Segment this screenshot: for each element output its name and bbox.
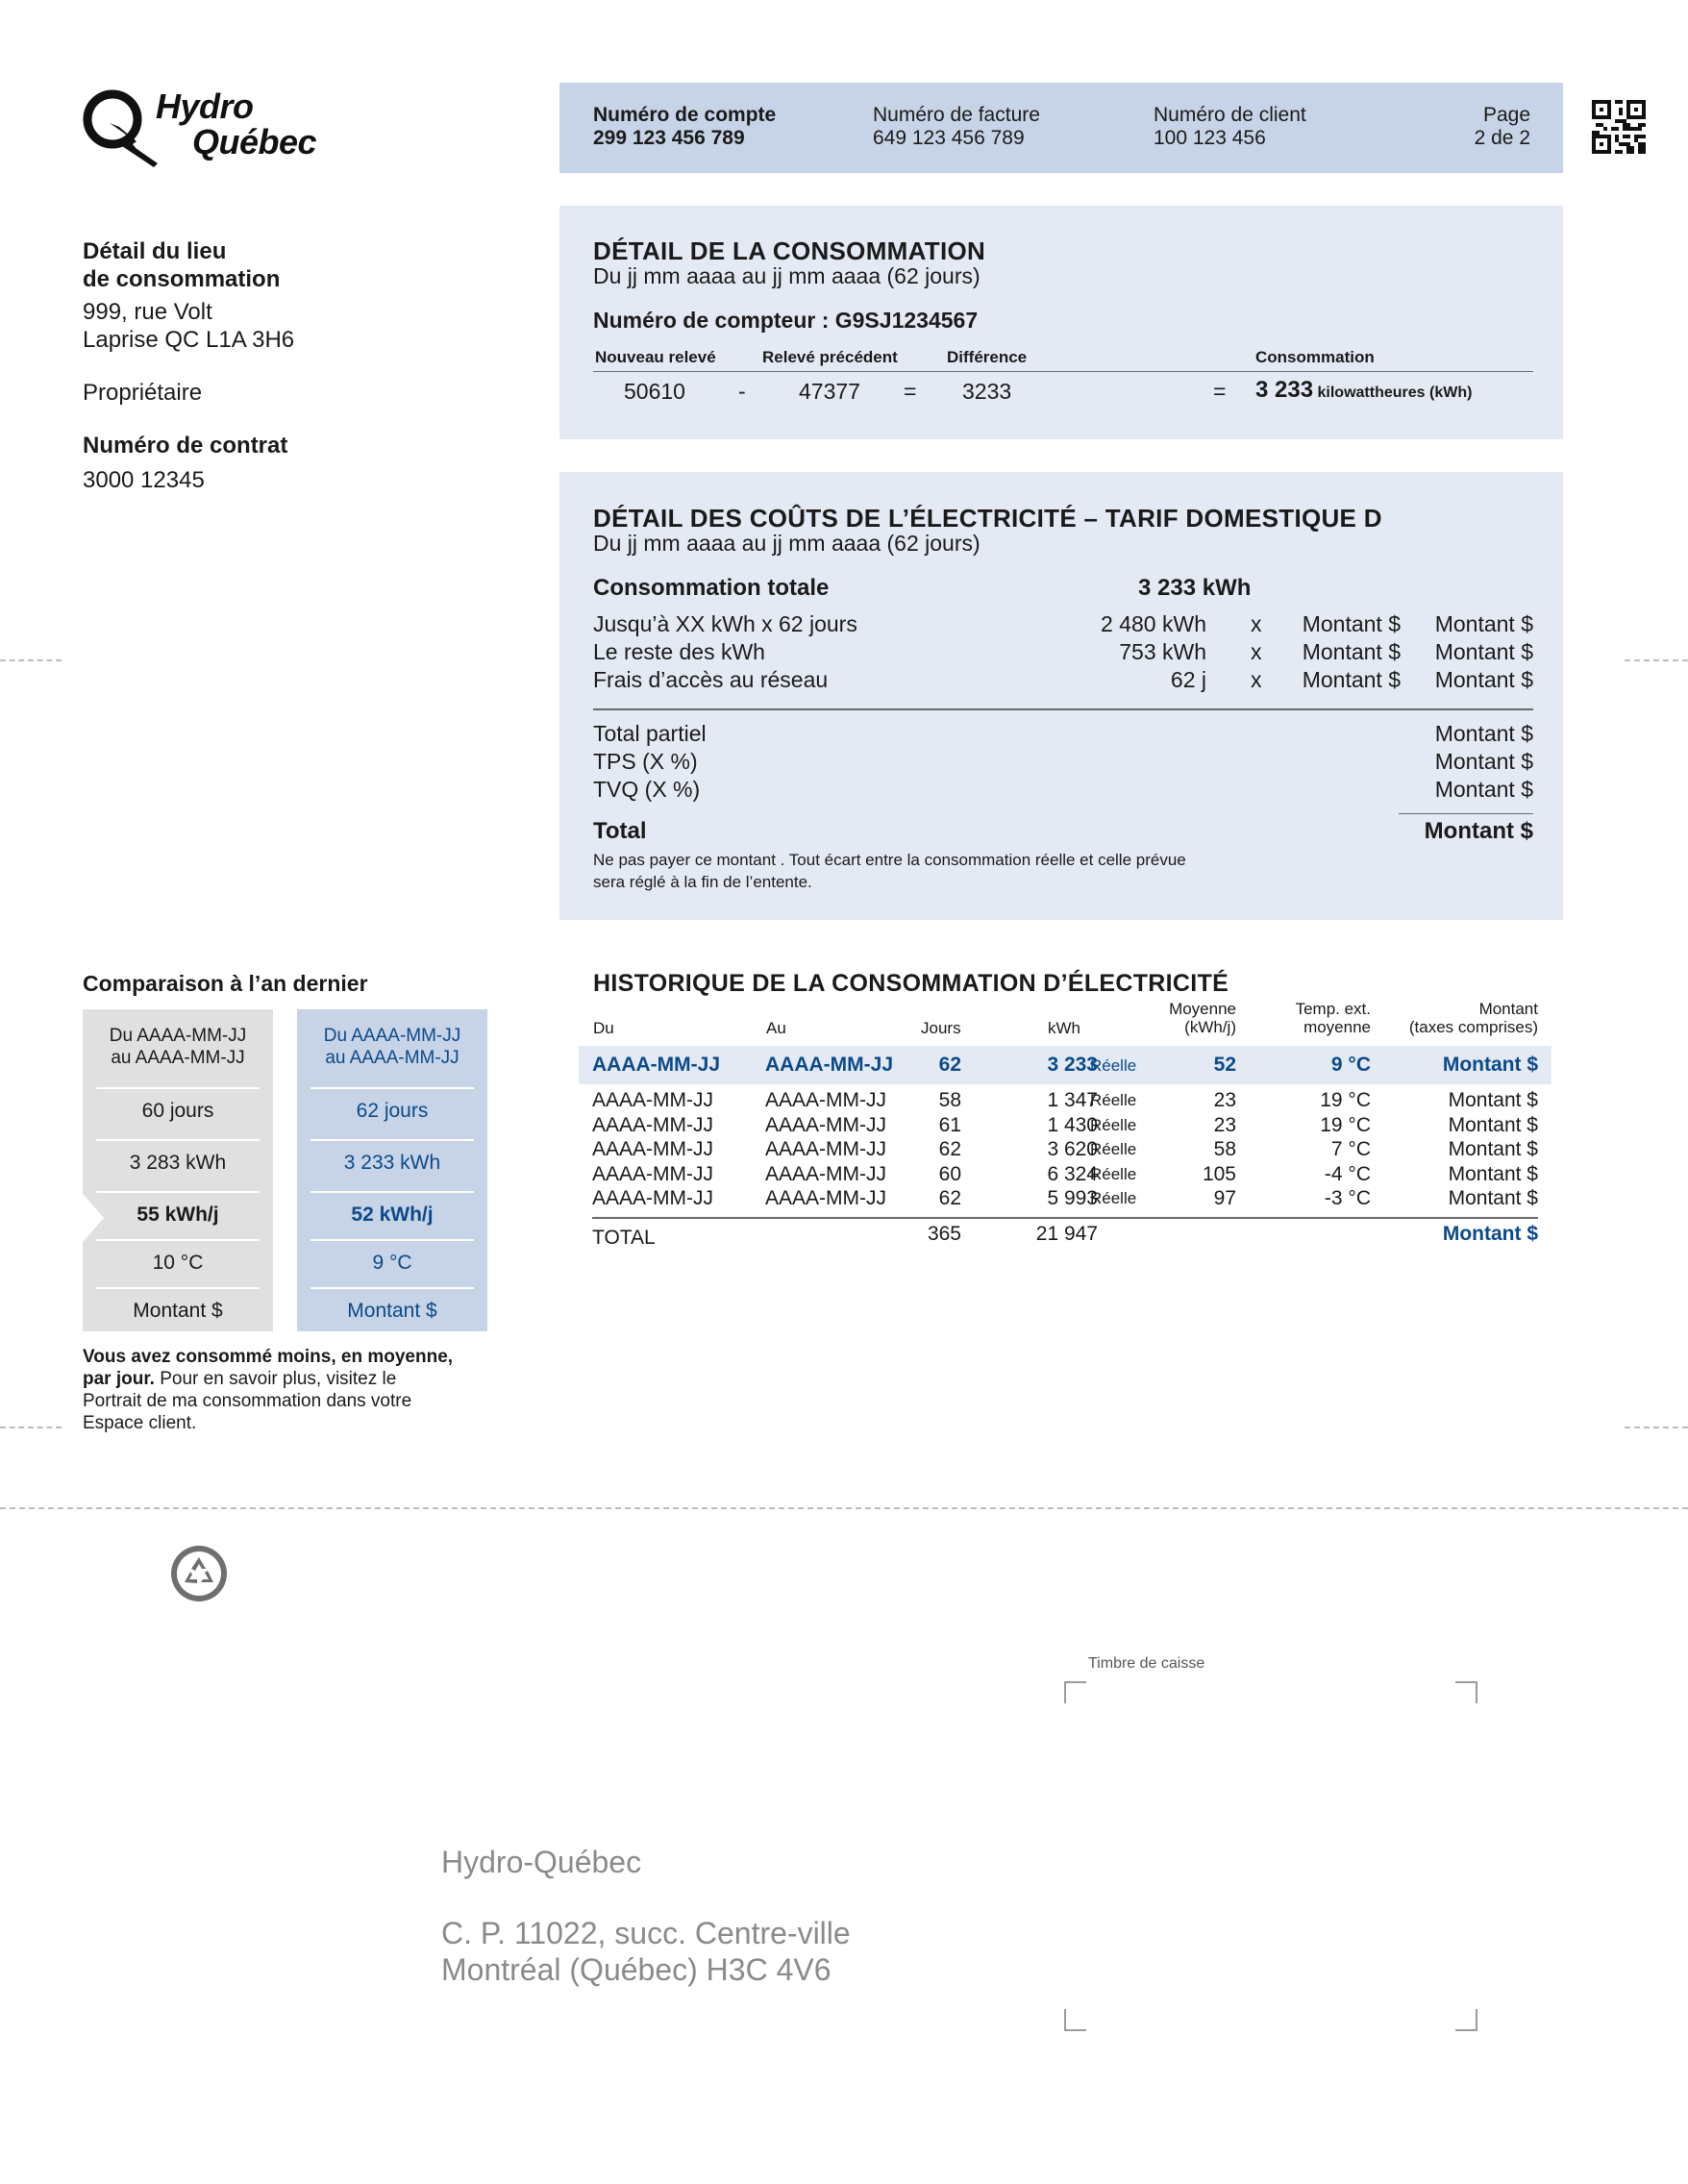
contract-label: Numéro de contrat [83, 433, 288, 459]
comparison-current [297, 1009, 487, 1331]
current-average: 52 kWh/j [351, 1204, 434, 1226]
last-from: Du AAAA-MM-JJ [109, 1026, 247, 1046]
tvq-line: TVQ (X %) Montant $ [593, 777, 1533, 802]
history-col-from: Du [593, 1019, 614, 1037]
logo-line2: Québec [192, 122, 317, 161]
page-number: Page 2 de 2 [1474, 104, 1530, 149]
history-col-to: Au [766, 1019, 786, 1037]
cut-mark-left-top [0, 659, 62, 661]
col-new-reading: Nouveau relevé [595, 348, 716, 366]
history-col-days: Jours [921, 1019, 961, 1037]
logo-q-icon [81, 87, 167, 173]
cut-mark-left-bottom [0, 1427, 62, 1428]
last-temperature: 10 °C [152, 1252, 204, 1274]
meter-number: Numéro de compteur : G9SJ1234567 [593, 308, 979, 333]
last-average: 55 kWh/j [137, 1204, 219, 1226]
consumption-detail-panel [559, 206, 1563, 439]
consumption-header-rule [593, 371, 1533, 372]
return-address-line1: C. P. 11022, succ. Centre-ville [441, 1916, 851, 1950]
stamp-frame [1063, 1680, 1478, 2032]
history-row: AAAA-MM-JJ AAAA-MM-JJ 60 6 324 Réelle 105 -4 °C Montant $ [592, 1163, 1538, 1185]
client-number: Numéro de client 100 123 456 [1154, 104, 1306, 149]
arrow-pointer-icon [83, 1194, 104, 1242]
total-value: Montant $ [1424, 818, 1533, 844]
tps-line: TPS (X %) Montant $ [593, 749, 1533, 774]
history-total-rule [592, 1217, 1538, 1219]
comparison-note: Vous avez consommé moins, en moyenne, par jour. Pour en savoir plus, visitez le Portrait de ma consommation dans votre Espace client. [83, 1347, 454, 1433]
consumption-period: Du jj mm aaaa au jj mm aaaa (62 jours) [593, 263, 981, 288]
cut-mark-right-top [1625, 659, 1688, 661]
col-consumption: Consommation [1255, 348, 1375, 366]
current-amount: Montant $ [347, 1300, 437, 1322]
difference-value: 3233 [962, 379, 1012, 404]
current-to: au AAAA-MM-JJ [325, 1048, 459, 1068]
minus-sign: - [738, 379, 746, 404]
cost-line: Frais d’accès au réseau 62 j x Montant $ Montant $ [593, 667, 1533, 692]
current-days: 62 jours [356, 1100, 429, 1122]
total-rule [1399, 813, 1533, 814]
address-line-1: 999, rue Volt [83, 299, 212, 325]
return-address-line2: Montréal (Québec) H3C 4V6 [441, 1952, 832, 1987]
cost-period: Du jj mm aaaa au jj mm aaaa (62 jours) [593, 531, 981, 556]
history-total-row: TOTAL 365 21 947 Montant $ [592, 1223, 1538, 1249]
cost-line: Jusqu’à XX kWh x 62 jours 2 480 kWh x Montant $ Montant $ [593, 611, 1533, 636]
owner-status: Propriétaire [83, 380, 203, 406]
address-line-2: Laprise QC L1A 3H6 [83, 327, 295, 353]
current-kwh: 3 233 kWh [343, 1152, 441, 1174]
cost-lines [593, 610, 1533, 694]
consumption-title: DÉTAIL DE LA CONSOMMATION [593, 236, 986, 265]
history-title: HISTORIQUE DE LA CONSOMMATION D’ÉLECTRICITÉ [593, 970, 1229, 997]
stamp-label: Timbre de caisse [1088, 1655, 1205, 1672]
new-reading-value: 50610 [624, 379, 685, 404]
cut-mark-right-bottom [1625, 1427, 1688, 1428]
tax-lines [593, 720, 1533, 804]
current-temperature: 9 °C [372, 1252, 412, 1274]
recycle-icon [169, 1544, 229, 1603]
perforation-line [0, 1507, 1688, 1509]
history-row: AAAA-MM-JJ AAAA-MM-JJ 62 5 993 Réelle 97 -3 °C Montant $ [592, 1187, 1538, 1209]
history-col-average: Moyenne (kWh/j) [1169, 1000, 1236, 1036]
location-title-2: de consommation [83, 266, 281, 292]
return-address-name: Hydro-Québec [441, 1845, 642, 1879]
total-label: Total [593, 818, 647, 844]
cost-title: DÉTAIL DES COÛTS DE L’ÉLECTRICITÉ – TARIF DOMESTIQUE D [593, 504, 1382, 533]
contract-number: 3000 12345 [83, 467, 205, 493]
last-kwh: 3 283 kWh [129, 1152, 227, 1174]
total-note: Ne pas payer ce montant . Tout écart entre la consommation réelle et celle prévue sera réglé à la fin de l’entente. [593, 851, 1186, 891]
return-address [441, 1844, 851, 1988]
subtotal-line: Total partiel Montant $ [593, 721, 1533, 746]
comparison-last-year [83, 1009, 273, 1331]
previous-reading-value: 47377 [799, 379, 860, 404]
history-current-row: AAAA-MM-JJ AAAA-MM-JJ 62 3 233 Réelle 52 9 °C Montant $ [592, 1054, 1538, 1076]
cost-lines-rule [593, 708, 1533, 710]
account-header-band [559, 83, 1563, 173]
cost-detail-panel [559, 472, 1563, 920]
hydro-quebec-logo [81, 85, 331, 171]
history-row: AAAA-MM-JJ AAAA-MM-JJ 58 1 347 Réelle 23 19 °C Montant $ [592, 1089, 1538, 1111]
current-from: Du AAAA-MM-JJ [323, 1026, 461, 1046]
cost-line: Le reste des kWh 753 kWh x Montant $ Montant $ [593, 639, 1533, 664]
col-difference: Différence [947, 348, 1028, 366]
history-row: AAAA-MM-JJ AAAA-MM-JJ 62 3 620 Réelle 58 7 °C Montant $ [592, 1138, 1538, 1160]
location-detail [83, 237, 486, 494]
history-col-kwh: kWh [1048, 1019, 1080, 1037]
comparison-title: Comparaison à l’an dernier [83, 971, 368, 996]
last-to: au AAAA-MM-JJ [111, 1048, 245, 1068]
location-title-1: Détail du lieu [83, 238, 227, 264]
history-col-temperature: Temp. ext. moyenne [1295, 1000, 1371, 1036]
history-row: AAAA-MM-JJ AAAA-MM-JJ 61 1 430 Réelle 23 19 °C Montant $ [592, 1114, 1538, 1136]
invoice-number: Numéro de facture 649 123 456 789 [873, 104, 1040, 149]
col-previous-reading: Relevé précédent [762, 348, 898, 366]
qr-code-icon [1592, 100, 1646, 154]
total-consumption-value: 3 233 kWh [1138, 575, 1252, 601]
consumption-total: 3 233 kilowattheures (kWh) [1255, 377, 1473, 403]
equals-sign-2: = [1213, 379, 1227, 404]
total-consumption-label: Consommation totale [593, 575, 830, 601]
equals-sign-1: = [904, 379, 917, 404]
history-col-amount: Montant (taxes comprises) [1408, 1000, 1538, 1036]
last-days: 60 jours [141, 1100, 214, 1122]
logo-line1: Hydro [156, 87, 254, 126]
last-amount: Montant $ [133, 1300, 223, 1322]
account-number: Numéro de compte 299 123 456 789 [593, 104, 777, 149]
